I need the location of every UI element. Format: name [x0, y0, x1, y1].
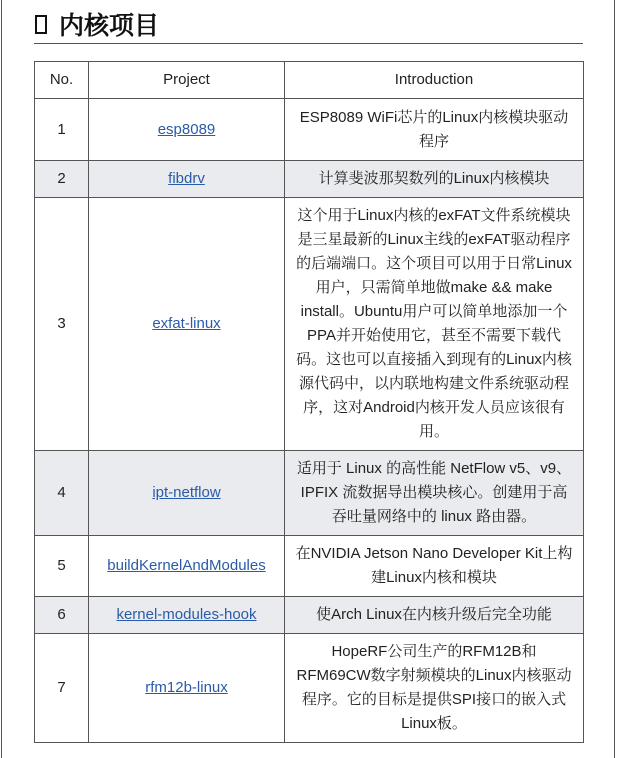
table-row	[35, 161, 584, 198]
header-project: Project	[89, 62, 285, 99]
header-no: No.	[35, 62, 89, 99]
section-heading	[35, 6, 159, 42]
introduction-cell: 使Arch Linux在内核升级后完全功能	[285, 597, 584, 634]
heading-divider	[34, 43, 583, 44]
kernel-projects-table	[34, 61, 584, 743]
introduction-cell: 这个用于Linux内核的exFAT文件系统模块是三星最新的Linux主线的exFAT驱动程序的后端端口。这个项目可以用于日常Linux用户，只需简单地做make && make install。Ubuntu用户可以简单地添加一个PPA并开始使用它，甚至不需要下载代码。这也可以直接插入到现有的Linux内核源代码中，以内联地构建文件系统驱动程序，这对Android内核开发人员应该很有用。	[285, 198, 584, 451]
row-number: 4	[35, 451, 89, 536]
project-link[interactable]: exfat-linux	[152, 315, 221, 332]
table-header-row	[35, 62, 584, 99]
introduction-cell: 适用于 Linux 的高性能 NetFlow v5、v9、IPFIX 流数据导出模块核心。创建用于高吞吐量网络中的 linux 路由器。	[285, 451, 584, 536]
table-row	[35, 536, 584, 597]
table-row	[35, 597, 584, 634]
project-cell	[89, 451, 285, 536]
table-row	[35, 634, 584, 743]
project-link[interactable]: rfm12b-linux	[145, 679, 228, 696]
project-link[interactable]: fibdrv	[168, 170, 205, 187]
table-row	[35, 198, 584, 451]
project-cell	[89, 597, 285, 634]
project-cell	[89, 161, 285, 198]
project-link[interactable]: ipt-netflow	[152, 484, 221, 501]
table-row	[35, 451, 584, 536]
header-introduction: Introduction	[285, 62, 584, 99]
introduction-cell: ESP8089 WiFi芯片的Linux内核模块驱动程序	[285, 99, 584, 161]
project-link[interactable]: esp8089	[157, 120, 216, 138]
project-cell	[89, 634, 285, 743]
table-row	[35, 99, 584, 161]
row-number: 1	[35, 99, 89, 161]
missing-glyph-icon	[35, 15, 47, 34]
row-number: 3	[35, 198, 89, 451]
project-link[interactable]: buildKernelAndModules	[107, 557, 266, 574]
project-cell	[89, 198, 285, 451]
introduction-cell: 计算斐波那契数列的Linux内核模块	[285, 161, 584, 198]
project-cell	[89, 536, 285, 597]
project-cell	[89, 99, 285, 161]
introduction-cell: 在NVIDIA Jetson Nano Developer Kit上构建Linux内核和模块	[285, 536, 584, 597]
section-title: 内核项目	[59, 12, 160, 40]
introduction-cell: HopeRF公司生产的RFM12B和RFM69CW数字射频模块的Linux内核驱动程序。它的目标是提供SPI接口的嵌入式Linux板。	[285, 634, 584, 743]
row-number: 7	[35, 634, 89, 743]
row-number: 2	[35, 161, 89, 198]
row-number: 5	[35, 536, 89, 597]
project-link[interactable]: kernel-modules-hook	[116, 606, 257, 623]
row-number: 6	[35, 597, 89, 634]
